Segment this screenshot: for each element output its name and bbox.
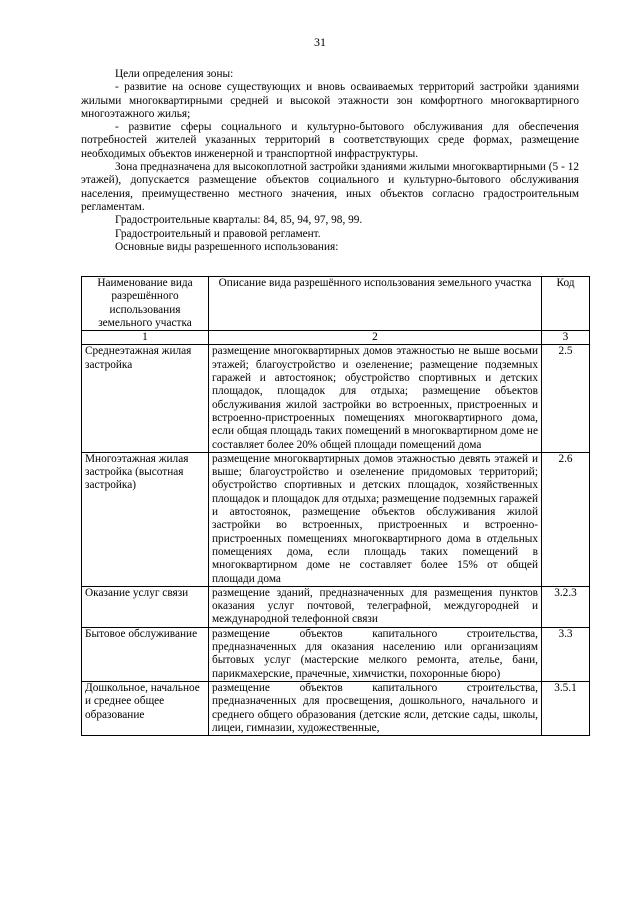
- use-name: Многоэтажная жилая застройка (высотная застройка): [82, 452, 209, 586]
- use-description: размещение многоквартирных домов этажностью не выше восьми этажей; благоустройство и озеленение; размещение подземных гаражей и автостоянок; обустройство спортивных и детских площадок, площадок для отдыха; размещение объектов обслуживания жилой застройки во встроенных, пристроенных и встроенно-пристроенных помещениях многоквартирного дома, если общая площадь таких помещений в многоквартирном доме не составляет более 20% общей площади помещений дома: [209, 345, 542, 452]
- use-code: 3.2.3: [542, 586, 590, 627]
- use-name: Бытовое обслуживание: [82, 627, 209, 681]
- table-row: [82, 586, 590, 627]
- permitted-uses-table: [81, 276, 590, 736]
- paragraph-zone-goals-heading: Цели определения зоны:: [115, 68, 234, 80]
- use-code: 2.6: [542, 452, 590, 586]
- paragraph-quarters: Градостроительные кварталы: 84, 85, 94, 97, 98, 99.: [115, 214, 363, 227]
- use-description: размещение зданий, предназначенных для размещения пунктов оказания услуг почтовой, телеграфной, междугородней и международной телефонной связи: [209, 586, 542, 627]
- use-name: Среднеэтажная жилая застройка: [82, 345, 209, 452]
- use-code: 2.5: [542, 345, 590, 452]
- use-code: 3.5.1: [542, 681, 590, 735]
- column-number: 3: [542, 331, 590, 345]
- paragraph-goal-1: - развитие на основе существующих и вновь осваиваемых территорий застройки зданиями жилыми многоквартирными средней и высокой этажности зон комфортного многоквартирного многоэтажного жилья;: [81, 81, 579, 120]
- page-number: 31: [314, 35, 326, 49]
- column-number: 1: [82, 331, 209, 345]
- use-description: размещение многоквартирных домов этажностью девять этажей и выше; благоустройство и озеленение придомовых территорий; обустройство спортивных и детских площадок, хозяйственных площадок и площадок для отдыха; размещение подземных гаражей и автостоянок, размещение объектов обслуживания жилой застройки во встроенных, пристроенных и встроенно-пристроенных помещениях многоквартирного дома в отдельных помещениях дома, если площадь таких помещений в многоквартирном доме не составляет более 15% от общей площади дома: [209, 452, 542, 586]
- paragraph-regulation: Градостроительный и правовой регламент.: [115, 227, 321, 240]
- table-row: [82, 627, 590, 681]
- use-description: размещение объектов капитального строительства, предназначенных для просвещения, дошкольного, начального и среднего общего образования (детские ясли, детские сады, школы, лицеи, гимназии, художественные,: [209, 681, 542, 735]
- table-row: [82, 452, 590, 586]
- use-code: 3.3: [542, 627, 590, 681]
- use-name: Дошкольное, начальное и среднее общее образование: [82, 681, 209, 735]
- paragraph-main-uses: Основные виды разрешенного использования:: [115, 240, 339, 253]
- table-row: [82, 681, 590, 735]
- paragraph-zone-purpose: Зона предназначена для высокоплотной застройки зданиями жилыми многоквартирными (5 - 12 этажей), допускается размещение объектов социального и культурно-бытового обслуживания населения, преимущественно местного значения, иных объектов согласно градостроительным регламентам.: [81, 161, 579, 213]
- document-body: [81, 68, 579, 254]
- table-header-row: [82, 277, 590, 331]
- column-number: 2: [209, 331, 542, 345]
- table-column-numbers-row: [82, 331, 590, 345]
- paragraph-goal-2: - развитие сферы социального и культурно-бытового обслуживания для обеспечения потребностей жителей указанных территорий в соответствующих среде формах, размещение необходимых объектов инженерной и транспортной инфраструктуры.: [81, 121, 579, 160]
- table-row: [82, 345, 590, 452]
- use-description: размещение объектов капитального строительства, предназначенных для оказания населению или организациям бытовых услуг (мастерские мелкого ремонта, ателье, бани, парикмахерские, прачечные, химчистки, похоронные бюро): [209, 627, 542, 681]
- header-code: Код: [542, 277, 590, 331]
- header-use-description: Описание вида разрешённого использования земельного участка: [209, 277, 542, 331]
- header-use-name: Наименование вида разрешённого использования земельного участка: [82, 277, 209, 331]
- use-name: Оказание услуг связи: [82, 586, 209, 627]
